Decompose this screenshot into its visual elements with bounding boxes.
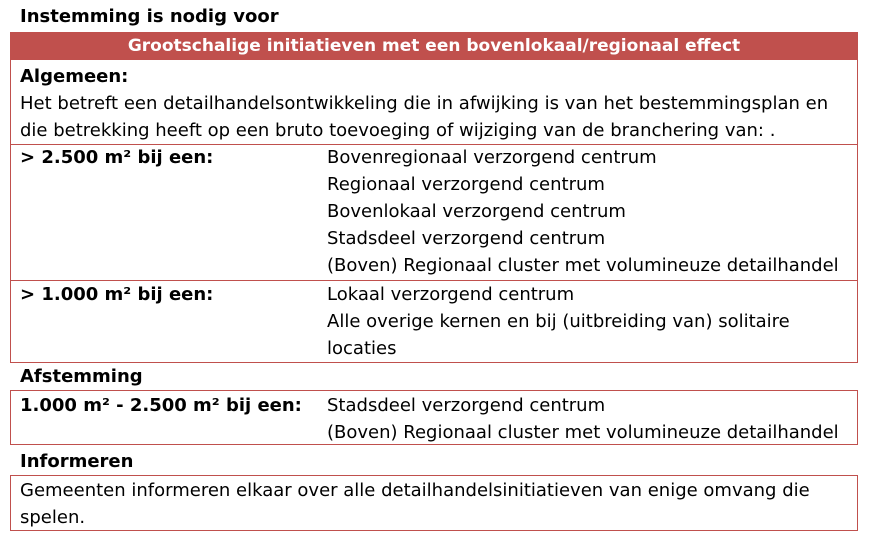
afstemming-label: 1.000 m² - 2.500 m² bij een: xyxy=(20,395,302,416)
list-item: Bovenlokaal verzorgend centrum xyxy=(327,201,626,222)
list-item: locaties xyxy=(327,338,397,359)
list-item: Alle overige kernen en bij (uitbreiding van) solitaire xyxy=(327,311,790,332)
list-item: Stadsdeel verzorgend centrum xyxy=(327,395,606,416)
list-item: (Boven) Regionaal cluster met volumineuze detailhandel xyxy=(327,255,839,276)
afstemming-heading: Afstemming xyxy=(20,366,143,387)
informeren-heading: Informeren xyxy=(20,451,134,472)
row-2500-label: > 2.500 m² bij een: xyxy=(20,147,214,168)
informeren-line-1: Gemeenten informeren elkaar over alle detailhandelsinitiatieven van enige omvang die xyxy=(20,480,810,501)
list-item: Bovenregionaal verzorgend centrum xyxy=(327,147,657,168)
algemeen-line-2: die betrekking heeft op een bruto toevoeging of wijziging van de branchering van: . xyxy=(20,120,776,141)
row-1000-label: > 1.000 m² bij een: xyxy=(20,284,214,305)
list-item: Lokaal verzorgend centrum xyxy=(327,284,575,305)
row-2500-items xyxy=(327,144,839,279)
algemeen-heading: Algemeen: xyxy=(20,66,129,87)
list-item: Stadsdeel verzorgend centrum xyxy=(327,228,606,249)
informeren-line-2: spelen. xyxy=(20,507,86,528)
algemeen-line-1: Het betreft een detailhandelsontwikkeling die in afwijking is van het bestemmingsplan en xyxy=(20,93,829,114)
row-1000-items xyxy=(327,281,790,362)
afstemming-items xyxy=(327,392,839,446)
list-item: Regionaal verzorgend centrum xyxy=(327,174,605,195)
list-item: (Boven) Regionaal cluster met volumineuze detailhandel xyxy=(327,422,839,443)
section-banner: Grootschalige initiatieven met een bovenlokaal/regionaal effect xyxy=(10,32,858,60)
page-title: Instemming is nodig voor xyxy=(20,6,279,27)
